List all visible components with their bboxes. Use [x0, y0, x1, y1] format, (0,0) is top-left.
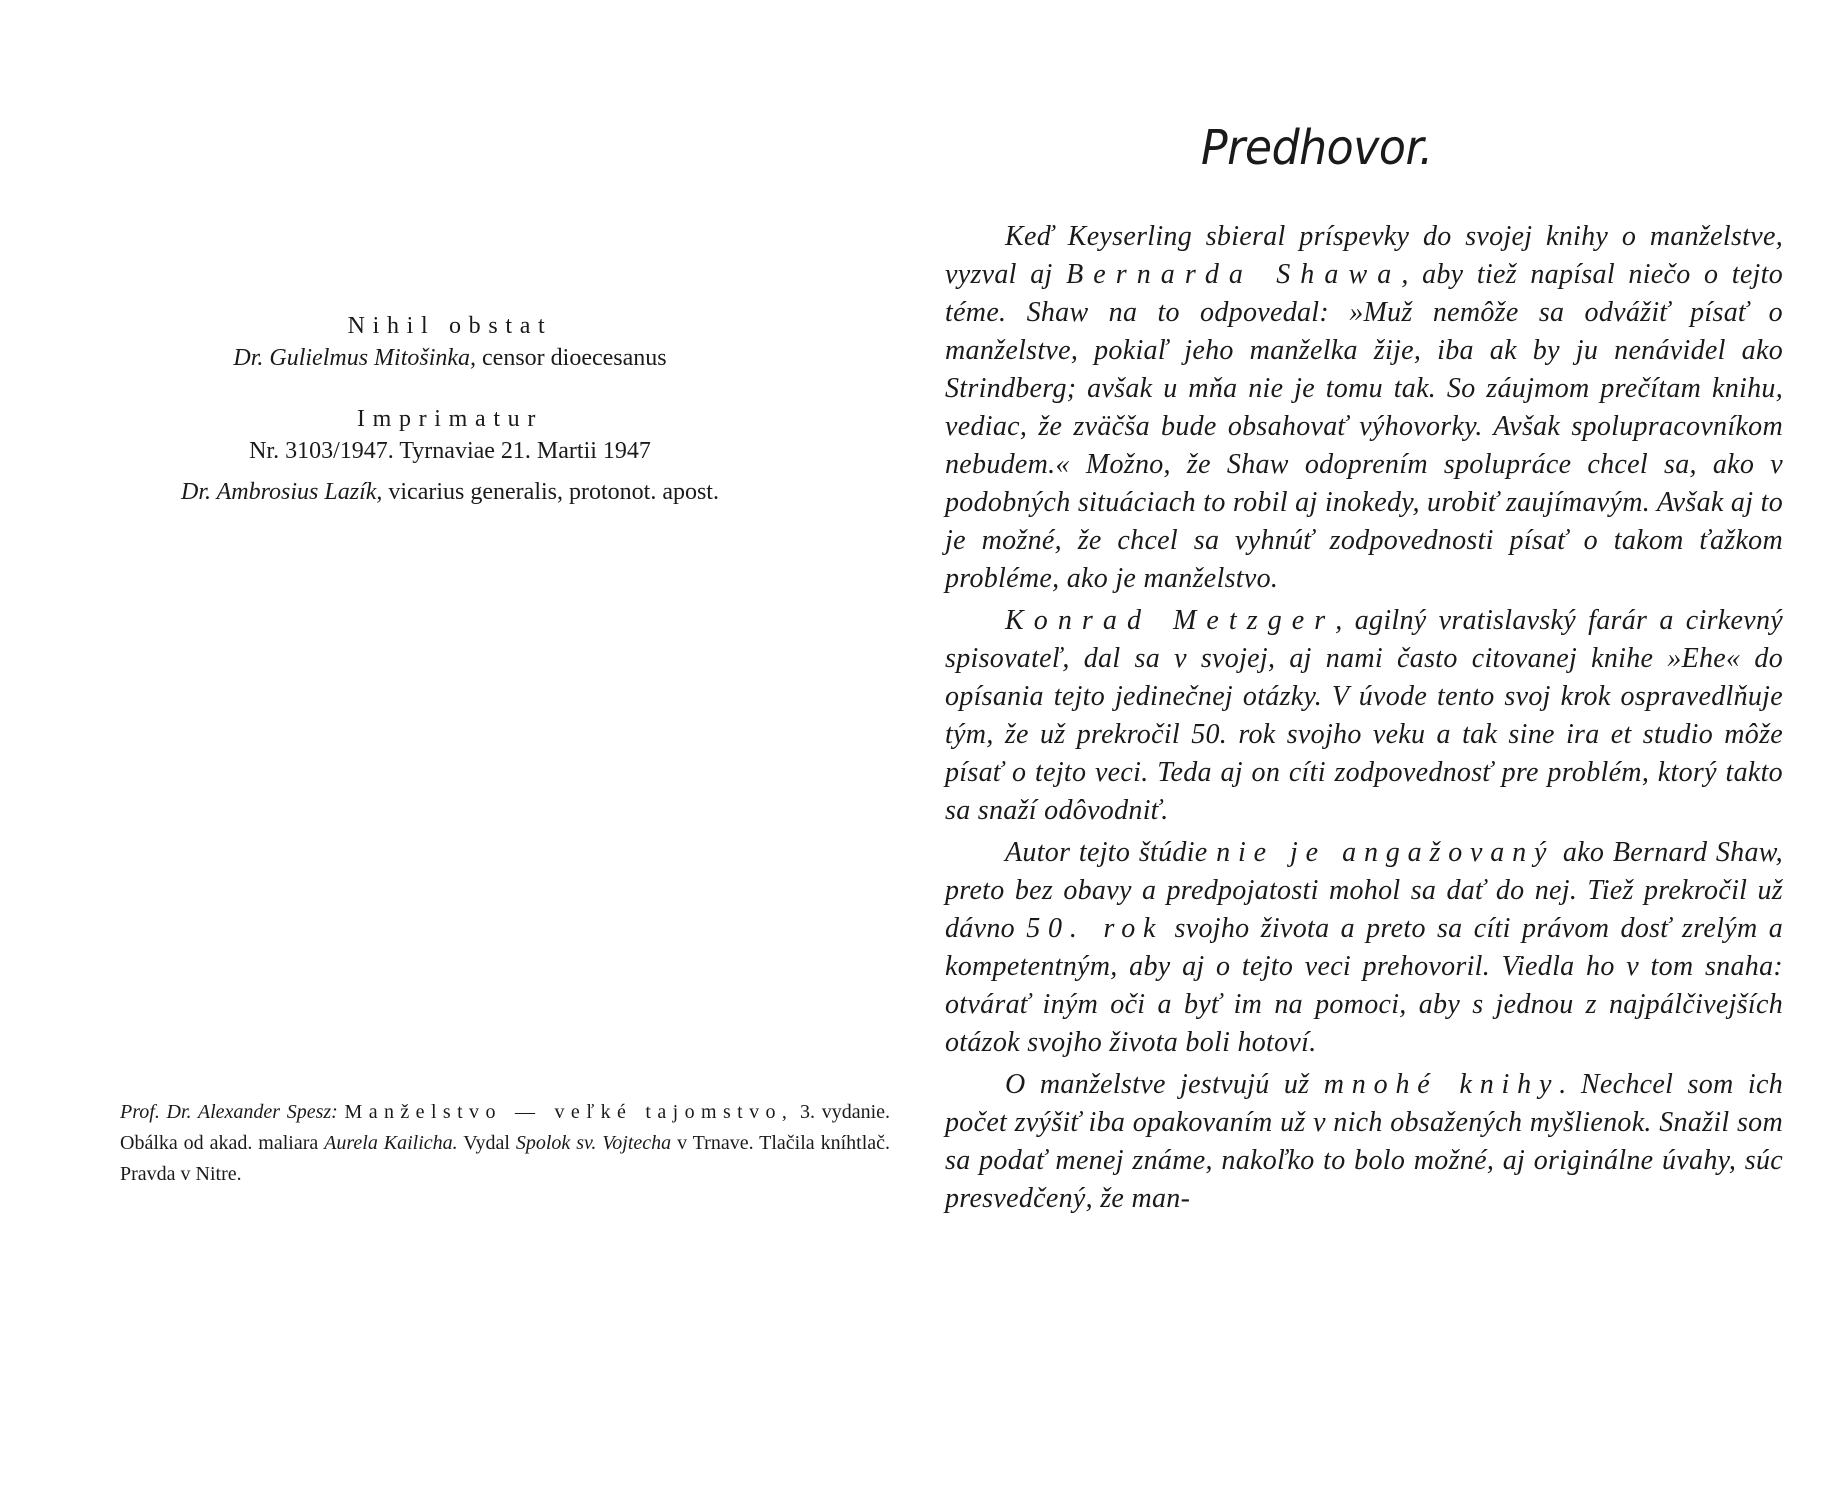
- imprint-book-title: Manželstvo — veľké tajomstvo,: [344, 1101, 794, 1123]
- paragraph-2-text-b: , agilný vratislavský farár a cirkevný spisovateľ, dal sa v svojej, aj nami často citovanej knihe »Ehe« do opísania tejto jedinečnej otázky. V úvode tento svoj krok ospravedlňuje tým, že už prekročil 50. rok svojho veku a tak sine ira et studio môže písať o tejto veci. Teda aj on cíti zodpovednosť pre problém, ktorý takto sa snaží odôvodniť.: [945, 605, 1784, 826]
- paragraph-4-emphasis: mnohé knihy: [1323, 1069, 1560, 1100]
- right-page: [911, 0, 1822, 1500]
- vicar-title: vicarius generalis, protonot. apost.: [382, 478, 719, 505]
- paragraph-2: [945, 602, 1783, 830]
- paragraph-3-text-a: Autor tejto štúdie: [1005, 837, 1217, 868]
- vicar-name: Dr. Ambrosius Lazík,: [181, 478, 383, 505]
- preface-text: [945, 218, 1783, 1222]
- chapter-title: Predhovor.: [1201, 120, 1433, 176]
- censor-name: Dr. Gulielmus Mitošinka,: [233, 345, 477, 372]
- vicar-line: [120, 476, 780, 508]
- paragraph-3-text-e: svojho života a preto sa cíti právom dosť zrelým a kompetentným, aby aj o tejto veci prehovoril. Viedla ho v tom snaha: otvárať iným oči a byť im na pomoci, aby s jednou z najpálčivejších otázok svojho života boli hotoví.: [945, 913, 1784, 1058]
- imprint-publisher-suffix: v Trnave. Tlačila kníhtlač. Pravda v Nitre.: [120, 1132, 891, 1185]
- paragraph-1-text-c: , aby tiež napísal niečo o tejto téme. Shaw na to odpovedal: »Muž nemôže sa odvážiť písať o manželstve, pokiaľ jeho manželka žije, iba ak by ju nenávidel ako Strindberg; avšak u mňa nie je tomu tak. So záujmom prečítam knihu, vediac, že zväčša bude obsahovať výhovorky. Avšak spolupracovníkom nebudem.« Možno, že Shaw odoprením spolupráce chcel sa, ako v podobných situáciach to robil aj inokedy, urobiť zaujímavým. Avšak aj to je možné, že chcel sa vyhnúť zodpovednosti písať o takom ťažkom probléme, ako je manželstvo.: [945, 259, 1784, 594]
- paragraph-3-text-c: ako Bernard Shaw, preto bez obavy a predpojatosti mohol sa dať do nej. Tiež prekročil už dávno: [945, 837, 1783, 944]
- imprint-illustrator: Aurela Kailicha.: [324, 1132, 458, 1154]
- paragraph-4-text-c: . Nechcel som ich počet zvýšiť iba opakovaním už v nich obsažených myšlienok. Snažil som sa podať menej známe, nakoľko to bolo možné, aj originálne úvahy, súc presvedčený, že man-: [945, 1069, 1783, 1214]
- paragraph-3-emphasis: nie je angažovaný: [1216, 837, 1555, 868]
- imprint-publisher-prefix: Vydal: [457, 1132, 516, 1154]
- paragraph-2-emphasis: Konrad Metzger: [1005, 605, 1336, 636]
- paragraph-1-emphasis: Bernarda Shawa: [1066, 259, 1402, 290]
- imprint-block: [120, 1097, 890, 1190]
- paragraph-4-text-a: O manželstve jestvujú už: [1005, 1069, 1324, 1100]
- imprint-publisher: Spolok sv. Vojtecha: [515, 1132, 672, 1154]
- imprint-edition: 3. vydanie. Obálka od akad. maliara: [120, 1101, 891, 1154]
- imprimatur-heading: Imprimatur: [356, 405, 544, 432]
- paragraph-1: [945, 218, 1783, 598]
- church-approval-block: [120, 310, 780, 508]
- paragraph-3: [945, 834, 1783, 1062]
- nihil-obstat-heading: Nihil obstat: [347, 313, 553, 339]
- censor-line: [120, 342, 780, 374]
- paragraph-3-emphasis-2: 50. rok: [1026, 913, 1164, 944]
- imprimatur-reference: Nr. 3103/1947. Tyrnaviae 21. Martii 1947: [249, 438, 651, 465]
- imprint-author: Prof. Dr. Alexander Spesz:: [120, 1101, 338, 1123]
- paragraph-1-text-a: Keď Keyserling sbieral príspevky do svojej knihy o manželstve, vyzval aj: [945, 221, 1783, 290]
- censor-title: censor dioecesanus: [476, 345, 667, 372]
- paragraph-4: [945, 1066, 1783, 1218]
